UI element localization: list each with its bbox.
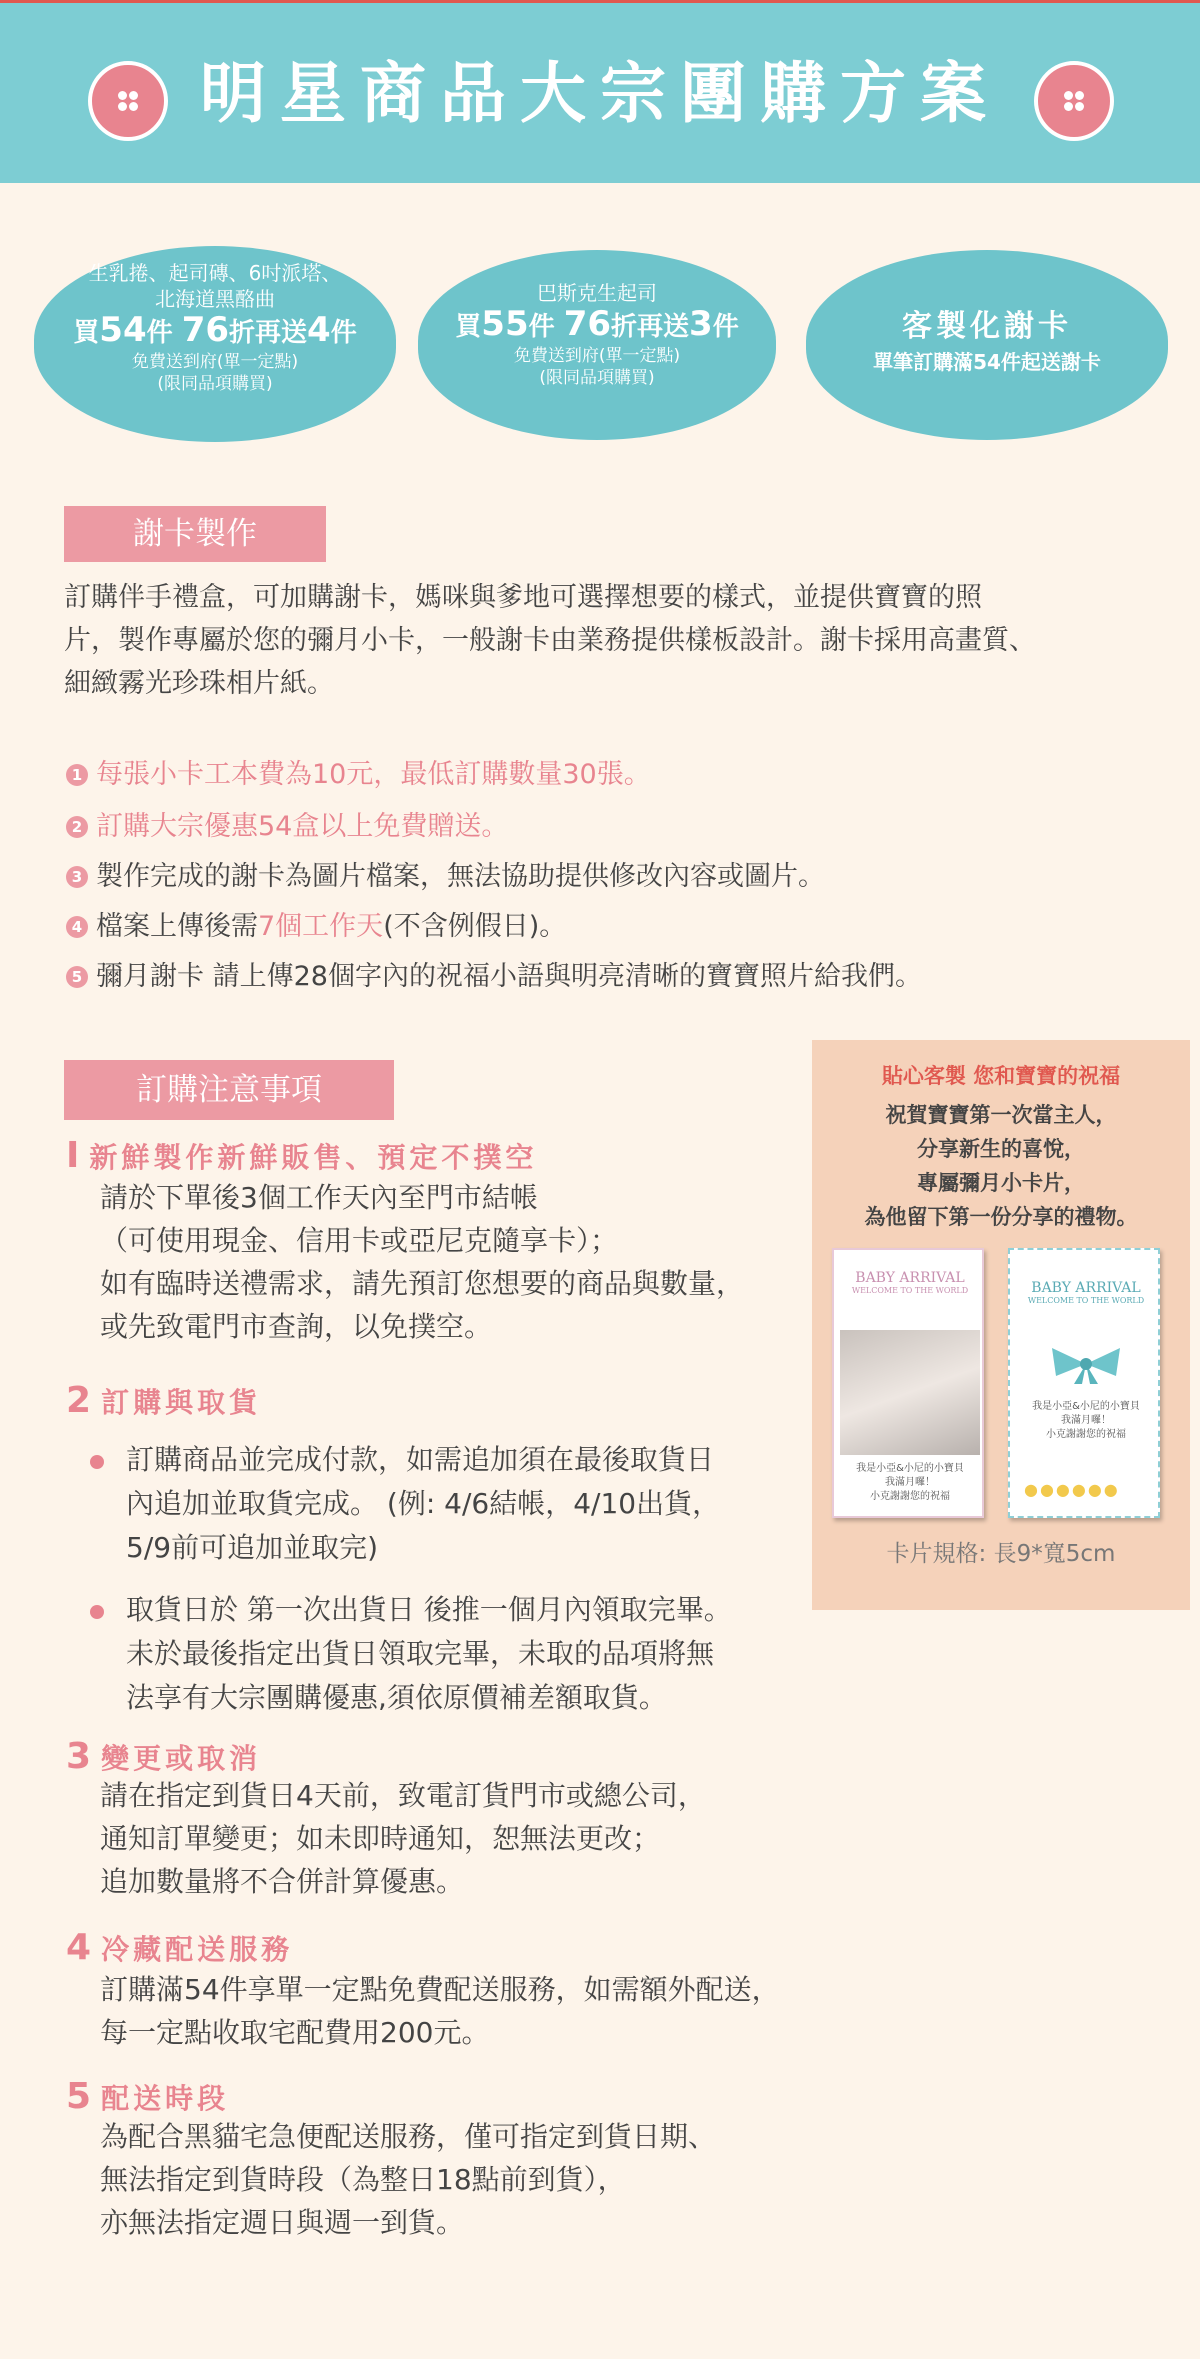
card-pink-title: BABY ARRIVAL WELCOME TO THE WORLD	[851, 1270, 969, 1295]
promo-cloud-3	[806, 250, 1168, 440]
promo-2-offer: 買55件 76折再送3件	[455, 304, 739, 344]
promo-3-title: 客製化謝卡	[902, 309, 1072, 344]
card-pink-text: 我是小亞&小尼的小寶貝 我滿月囉！ 小克謝謝您的祝福	[856, 1463, 964, 1502]
bullet-dot-icon	[90, 1455, 104, 1469]
notice-s1-body: 請於下單後3個工作天內至門市結帳 （可使用現金、信用卡或亞尼克隨享卡）； 如有臨時送禮需求，請先預訂您想要的商品與數量， 或先致電門市查詢，以免撲空。	[100, 1181, 745, 1343]
card-item-4: 4 檔案上傳後需7個工作天(不含例假日)。	[66, 907, 566, 947]
side-text: 祝賀寶寶第一次當主人， 分享新生的喜悅， 專屬彌月小卡片， 為他留下第一份分享的禮物。	[864, 1103, 1138, 1229]
page-title: 明星商品大宗團購方案	[200, 54, 1000, 132]
notice-s2-bullet1: 訂購商品並完成付款，如需追加須在最後取貨日 內追加並取貨完成。 (例: 4/6結帳，4/10出貨， 5/9前可追加並取完)	[126, 1443, 721, 1564]
notice-s5-body: 為配合黑貓宅急便配送服務，僅可指定到貨日期、 無法指定到貨時段（為整日18點前到貨）， 亦無法指定週日與週一到貨。	[100, 2120, 717, 2239]
card-item-3: 3 製作完成的謝卡為圖片檔案，無法協助提供修改內容或圖片。	[66, 857, 825, 897]
baby-photo	[840, 1330, 980, 1455]
card-blue-text: 我是小亞&小尼的小寶貝 我滿月囉！ 小克謝謝您的祝福	[1032, 1401, 1140, 1440]
card-item-1: 1 每張小卡工本費為10元，最低訂購數量30張。	[66, 755, 651, 795]
card-item-5: 5 彌月謝卡 請上傳28個字內的祝福小語與明亮清晰的寶寶照片給我們。	[66, 957, 922, 997]
bullet-dot-icon	[90, 1605, 104, 1619]
card-sample-blue	[1008, 1248, 1160, 1518]
card-size-caption: 卡片規格: 長9*寬5cm	[886, 1541, 1116, 1567]
card-intro: 訂購伴手禮盒，可加購謝卡，媽咪與爹地可選擇想要的樣式，並提供寶寶的照 片，製作專屬於您的彌月小卡，一般謝卡由業務提供樣板設計。謝卡採用高畫質、 細緻霧光珍珠相片紙。	[64, 582, 1036, 699]
header-banner	[0, 3, 1200, 183]
notice-s4-title: 4 冷藏配送服務	[66, 1927, 294, 1968]
promo-2-note1: 免費送到府(單一定點)	[513, 346, 681, 366]
notice-s3-title: 3 變更或取消	[66, 1736, 262, 1777]
notice-s1-title: I 新鮮製作新鮮販售、預定不撲空	[66, 1135, 538, 1176]
promo-3-sub: 單筆訂購滿54件起送謝卡	[873, 350, 1101, 374]
ribbon-bow-icon	[1046, 1342, 1126, 1386]
promo-cloud-2	[418, 250, 776, 440]
card-section-label: 謝卡製作	[64, 506, 326, 562]
notice-s2-bullet2: 取貨日於 第一次出貨日 後推一個月內領取完畢。 未於最後指定出貨日領取完畢，未取的品項將無 法享有大宗團購優惠,須依原價補差額取貨。	[126, 1593, 732, 1714]
promo-2-line1: 巴斯克生起司	[537, 281, 657, 305]
promo-1-note2: (限同品項購買)	[157, 374, 273, 394]
notice-s5-title: 5 配送時段	[66, 2076, 230, 2117]
promo-cloud-1	[34, 246, 396, 442]
notice-s2-title: 2 訂購與取貨	[66, 1380, 262, 1421]
card-sample-panel	[812, 1040, 1190, 1610]
promo-1-line2: 北海道黑酪曲	[155, 287, 275, 311]
notice-s3-body: 請在指定到貨日4天前，致電訂貨門市或總公司， 通知訂單變更；如未即時通知，恕無法更改； 追加數量將不合併計算優惠。	[100, 1779, 706, 1898]
side-heading: 貼心客製 您和寶寶的祝福	[881, 1064, 1121, 1088]
notice-s4-body: 訂購滿54件享單一定點免費配送服務，如需額外配送， 每一定點收取宅配費用200元。	[100, 1973, 780, 2049]
button-right-icon	[1034, 61, 1114, 141]
promo-2-note2: (限同品項購買)	[539, 368, 655, 388]
promo-1-offer: 買54件 76折再送4件	[73, 310, 357, 350]
promo-1-line1: 生乳捲、起司磚、6吋派塔、	[88, 261, 342, 285]
notice-section-label: 訂購注意事項	[64, 1060, 394, 1120]
card-sample-pink	[832, 1248, 984, 1518]
animal-stickers-icon: ●●●●●●	[1024, 1480, 1120, 1499]
promo-1-note1: 免費送到府(單一定點)	[131, 352, 299, 372]
card-item-2: 2 訂購大宗優惠54盒以上免費贈送。	[66, 807, 508, 847]
card-blue-title: BABY ARRIVAL WELCOME TO THE WORLD	[1027, 1280, 1145, 1305]
